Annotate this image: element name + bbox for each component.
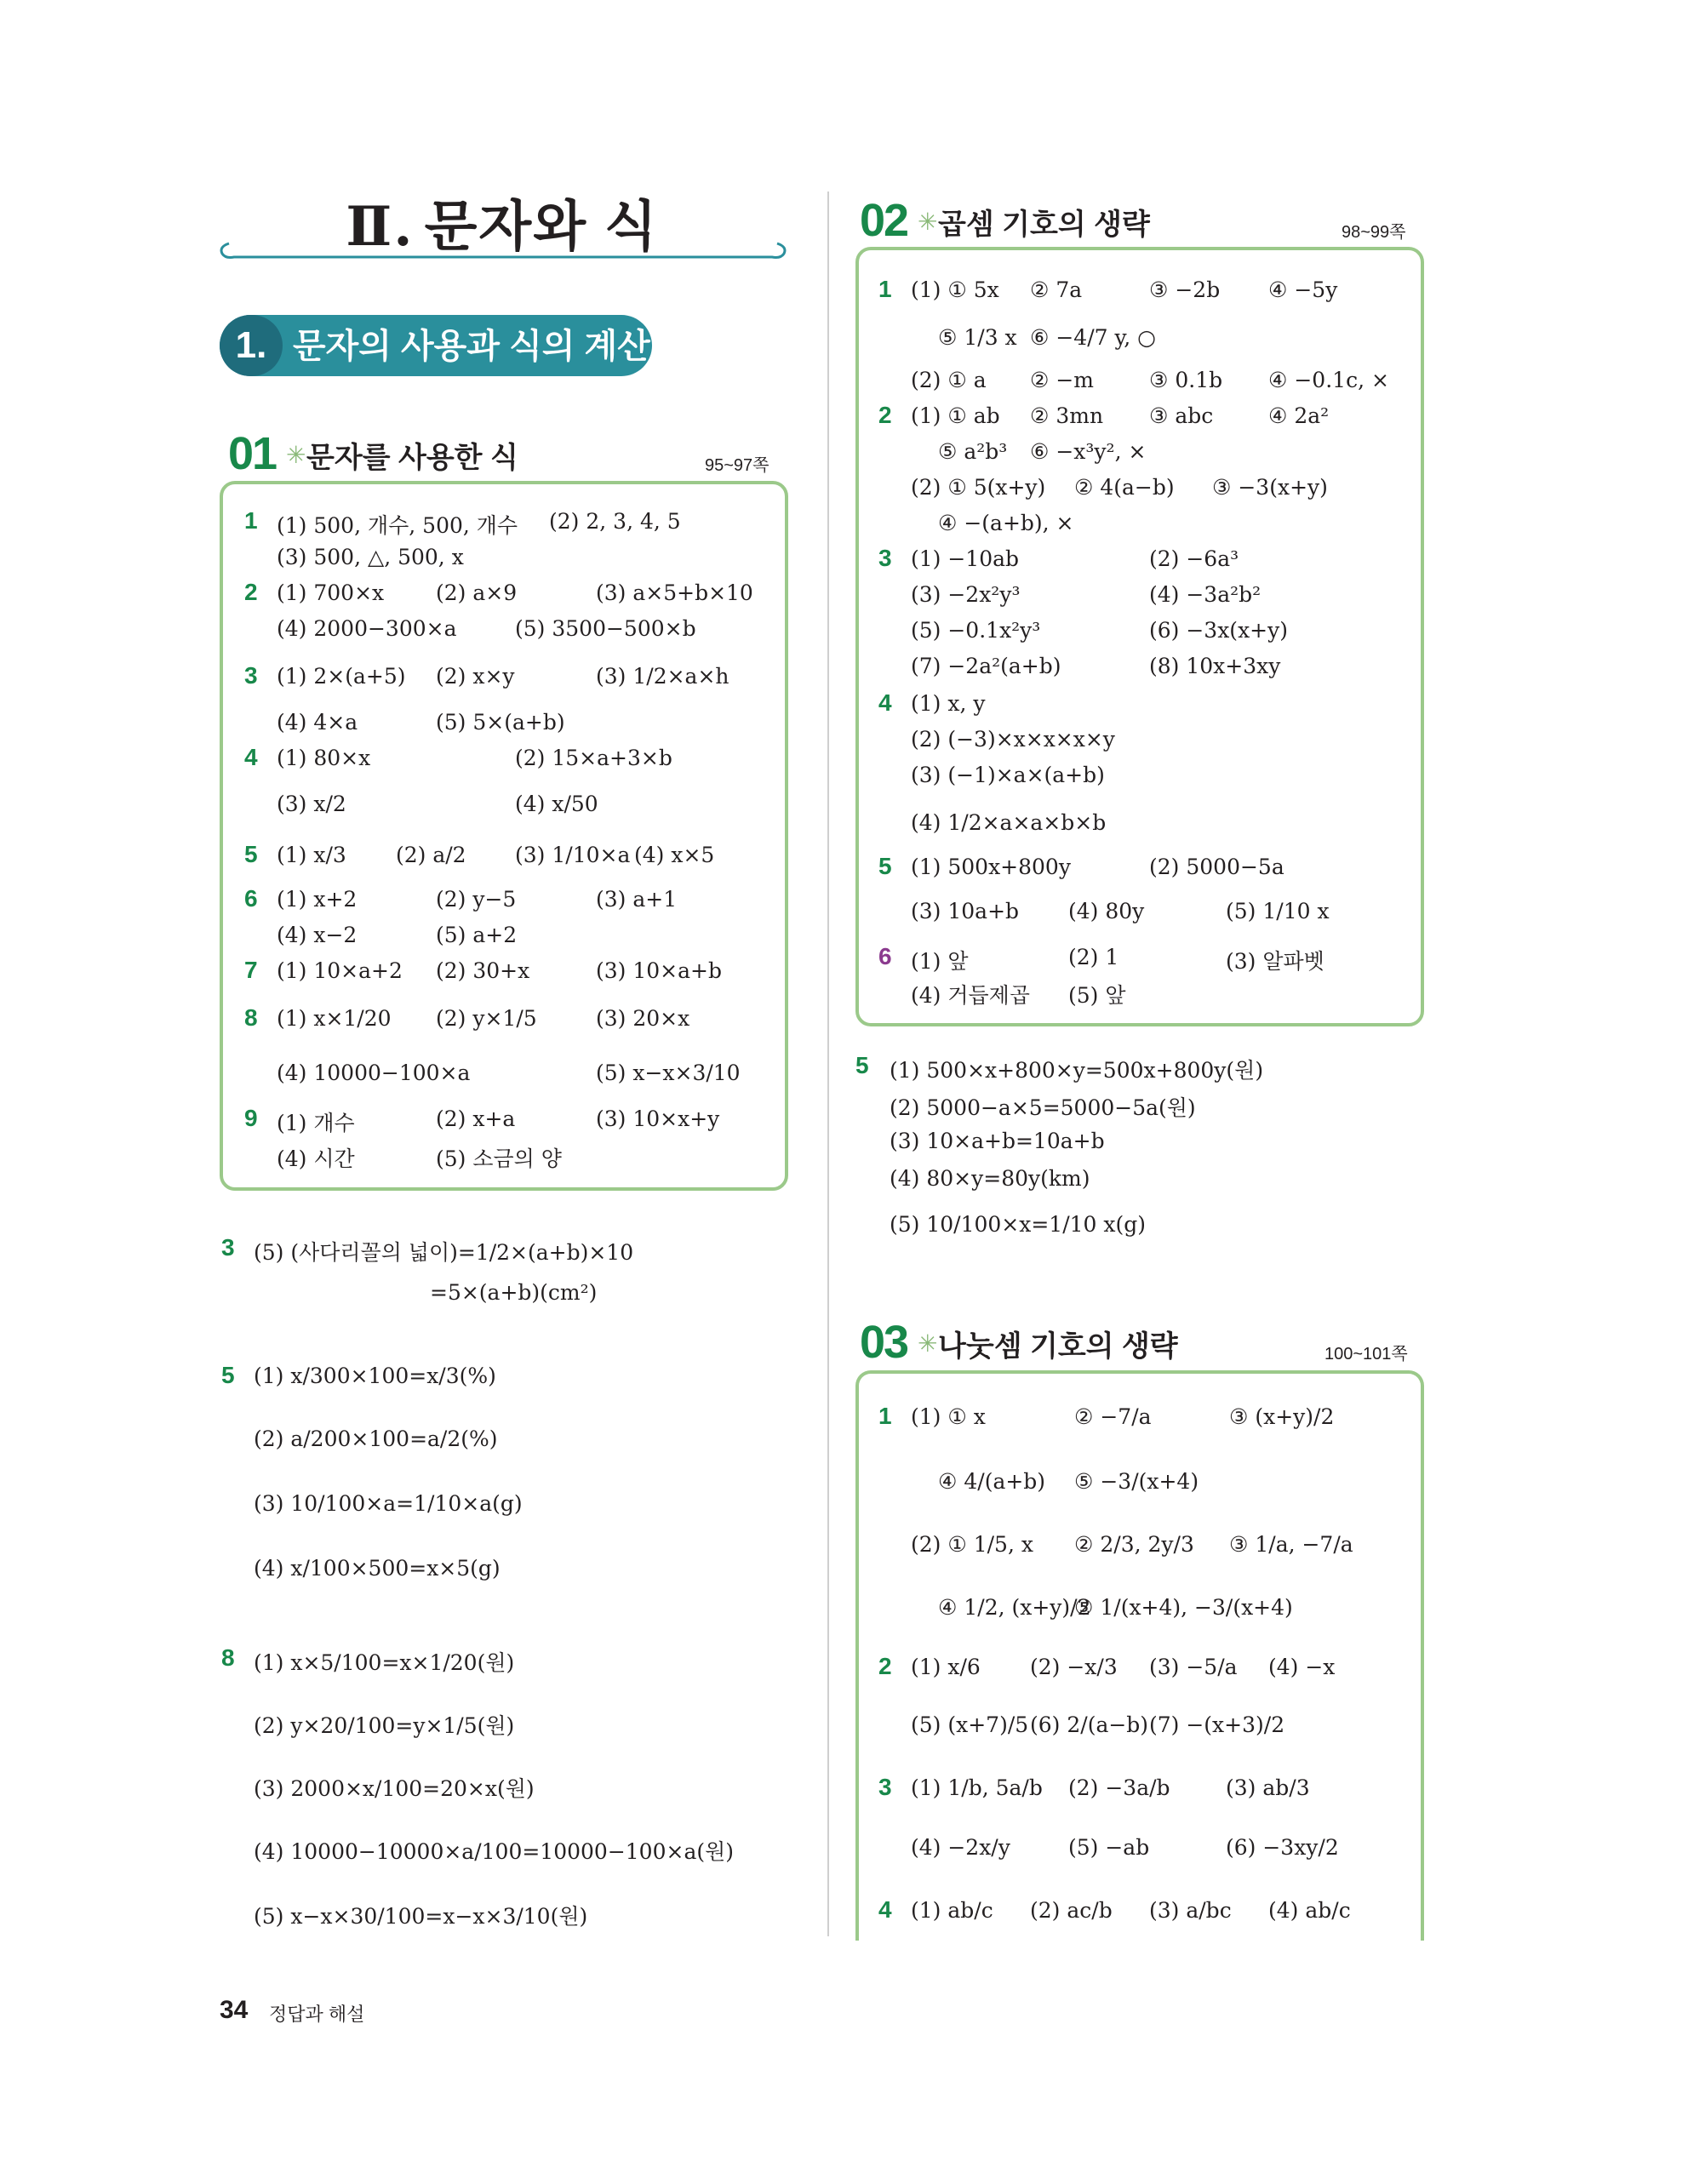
answer-item: ② 7a bbox=[1030, 277, 1083, 302]
question-number: 5 bbox=[221, 1362, 235, 1388]
answer-item: (6) −3xy/2 bbox=[1226, 1835, 1339, 1860]
page-number: 34 bbox=[220, 1996, 249, 2024]
answer-item: (1) 10×a+2 bbox=[277, 958, 403, 983]
question-number: 4 bbox=[244, 744, 258, 770]
answer-item: (2) x+a bbox=[436, 1106, 516, 1131]
answer-item: (1) 500, 개수, 500, 개수 bbox=[277, 513, 518, 538]
answer-item: (3) a+1 bbox=[596, 887, 678, 912]
answer-item: (5) x−x×3/10 bbox=[596, 1061, 741, 1085]
solution-line: (4) x/100×500=x×5(g) bbox=[254, 1556, 501, 1581]
answer-item: (4) −3a²b² bbox=[1149, 582, 1262, 607]
answer-item: (3) 1/10×a bbox=[515, 843, 631, 867]
answer-item: (2) (−3)×x×x×x×y bbox=[911, 727, 1115, 752]
unit03-pages: 100~101쪽 bbox=[1324, 1345, 1408, 1364]
solution-line: (4) 10000−10000×a/100=10000−100×a(원) bbox=[254, 1839, 735, 1864]
answer-item: (2) 1 bbox=[1068, 945, 1119, 969]
unit01-number: 01 bbox=[228, 428, 277, 479]
answer-item: ③ 0.1b bbox=[1149, 368, 1223, 392]
star-icon: ✳ bbox=[286, 441, 306, 469]
title-underline-ornament bbox=[217, 237, 789, 262]
answer-item: (7) −(x+3)/2 bbox=[1149, 1712, 1285, 1737]
solution-line: (3) 10/100×a=1/10×a(g) bbox=[254, 1491, 523, 1516]
answer-item: (1) 80×x bbox=[277, 746, 371, 770]
answer-item: (1) ① ab bbox=[911, 403, 1000, 428]
answer-item: (2) x×y bbox=[436, 664, 515, 689]
answer-item: ④ −5y bbox=[1268, 277, 1338, 302]
answer-item: (3) 알파벳 bbox=[1226, 949, 1324, 974]
answer-item: (5) 5×(a+b) bbox=[436, 710, 565, 735]
question-number: 6 bbox=[244, 885, 258, 912]
answer-item: (5) 1/10 x bbox=[1226, 899, 1330, 923]
answer-item: (5) 소금의 양 bbox=[436, 1146, 562, 1171]
answer-item: (5) 앞 bbox=[1068, 983, 1126, 1008]
answer-item: (1) x+2 bbox=[277, 887, 358, 912]
unit03-number: 03 bbox=[860, 1317, 908, 1368]
answer-item: (1) 700×x bbox=[277, 580, 385, 605]
answer-item: ② 2/3, 2y/3 bbox=[1074, 1532, 1194, 1557]
unit03-title: 나눗셈 기호의 생략 bbox=[938, 1330, 1178, 1363]
answer-item: (2) 30+x bbox=[436, 958, 530, 983]
answer-item: (6) −3x(x+y) bbox=[1149, 618, 1288, 643]
question-number: 3 bbox=[221, 1234, 235, 1261]
section-banner bbox=[220, 315, 652, 376]
answer-item: ② −m bbox=[1030, 368, 1095, 392]
answer-item: (1) x/3 bbox=[277, 843, 346, 867]
answer-item: (2) a/2 bbox=[396, 843, 466, 867]
question-number: 3 bbox=[878, 545, 892, 571]
answer-item: (4) 거듭제곱 bbox=[911, 983, 1030, 1008]
answer-item: ④ 1/2, (x+y)/2 bbox=[938, 1595, 1091, 1620]
answer-item: (1) 개수 bbox=[277, 1111, 355, 1135]
answer-item: ③ −2b bbox=[1149, 277, 1221, 302]
answer-item: (5) 3500−500×b bbox=[515, 616, 696, 641]
answer-item: (3) −5/a bbox=[1149, 1655, 1238, 1679]
section-number: 1. bbox=[220, 315, 283, 376]
answer-item: (2) −6a³ bbox=[1149, 546, 1239, 571]
question-number: 3 bbox=[244, 662, 258, 689]
answer-item: (1) ① x bbox=[911, 1404, 986, 1429]
answer-item: (1) 앞 bbox=[911, 949, 969, 974]
solution-line: (2) y×20/100=y×1/5(원) bbox=[254, 1713, 515, 1738]
question-number: 2 bbox=[878, 1653, 892, 1679]
answer-item: (2) −x/3 bbox=[1030, 1655, 1118, 1679]
question-number: 4 bbox=[878, 1896, 892, 1923]
answer-item: ③ abc bbox=[1149, 403, 1214, 428]
answer-item: (4) −2x/y bbox=[911, 1835, 1010, 1860]
answer-item: ③ −3(x+y) bbox=[1212, 475, 1328, 500]
answer-item: (2) 15×a+3×b bbox=[515, 746, 672, 770]
answer-item: ④ −0.1c, × bbox=[1268, 368, 1389, 392]
answer-item: ④ 2a² bbox=[1268, 403, 1330, 428]
footer-label: 정답과 해설 bbox=[269, 2004, 365, 2025]
answer-item: (1) 2×(a+5) bbox=[277, 664, 406, 689]
question-number: 9 bbox=[244, 1105, 258, 1131]
chapter-roman: Ⅱ. bbox=[346, 195, 415, 259]
answer-item: ③ (x+y)/2 bbox=[1229, 1404, 1335, 1429]
section-title: 문자의 사용과 식의 계산 bbox=[293, 328, 650, 365]
answer-item: (3) 10×a+b bbox=[596, 958, 722, 983]
solution-line: (2) a/200×100=a/2(%) bbox=[254, 1426, 498, 1451]
solution-line: (1) x×5/100=x×1/20(원) bbox=[254, 1650, 515, 1675]
answer-item: (1) −10ab bbox=[911, 546, 1020, 571]
answer-item: (2) y×1/5 bbox=[436, 1006, 537, 1031]
answer-item: ⑤ −3/(x+4) bbox=[1074, 1469, 1199, 1494]
answer-item: ④ −(a+b), × bbox=[938, 511, 1074, 535]
column-divider bbox=[827, 192, 829, 1936]
answer-item: (3) 1/2×a×h bbox=[596, 664, 729, 689]
question-number: 3 bbox=[878, 1774, 892, 1800]
unit01-title: 문자를 사용한 식 bbox=[306, 442, 518, 474]
answer-item: (2) a×9 bbox=[436, 580, 518, 605]
solution-line: (4) 80×y=80y(km) bbox=[890, 1166, 1090, 1191]
answer-item: (1) x×1/20 bbox=[277, 1006, 392, 1031]
answer-item: ④ 4/(a+b) bbox=[938, 1469, 1046, 1494]
answer-item: (3) (−1)×a×(a+b) bbox=[911, 763, 1105, 787]
answer-item: (4) x×5 bbox=[634, 843, 715, 867]
solution-line: (5) x−x×30/100=x−x×3/10(원) bbox=[254, 1904, 588, 1929]
answer-item: (3) 20×x bbox=[596, 1006, 690, 1031]
unit01-pages: 95~97쪽 bbox=[705, 456, 769, 475]
answer-item: ② −7/a bbox=[1074, 1404, 1152, 1429]
solution-line: =5×(a+b)(cm²) bbox=[430, 1280, 598, 1305]
solution-line: (3) 2000×x/100=20×x(원) bbox=[254, 1776, 535, 1801]
answer-item: ⑥ −4/7 y, ○ bbox=[1030, 325, 1156, 350]
answer-item: (4) −x bbox=[1268, 1655, 1336, 1679]
answer-item: (3) 500, △, 500, x bbox=[277, 545, 464, 569]
question-number: 6 bbox=[878, 943, 892, 969]
answer-item: (4) 10000−100×a bbox=[277, 1061, 471, 1085]
unit02-number: 02 bbox=[860, 195, 908, 246]
solution-line: (1) 500×x+800×y=500x+800y(원) bbox=[890, 1058, 1264, 1083]
question-number: 1 bbox=[244, 507, 258, 534]
answer-item: (3) a×5+b×10 bbox=[596, 580, 753, 605]
answer-item: ⑤ 1/3 x bbox=[938, 325, 1017, 350]
answer-item: (3) 10a+b bbox=[911, 899, 1020, 923]
answer-item: (5) (x+7)/5 bbox=[911, 1712, 1029, 1737]
answer-item: (5) −0.1x²y³ bbox=[911, 618, 1041, 643]
answer-item: (2) ① 1/5, x bbox=[911, 1532, 1033, 1557]
answer-item: (1) x, y bbox=[911, 691, 986, 716]
solution-line: (5) (사다리꼴의 넓이)=1/2×(a+b)×10 bbox=[254, 1240, 634, 1265]
question-number: 7 bbox=[244, 957, 258, 983]
answer-item: ③ 1/a, −7/a bbox=[1229, 1532, 1353, 1557]
question-number: 8 bbox=[221, 1644, 235, 1671]
question-number: 5 bbox=[244, 841, 258, 867]
answer-item: (1) ab/c bbox=[911, 1898, 993, 1923]
solution-line: (5) 10/100×x=1/10 x(g) bbox=[890, 1212, 1147, 1237]
question-number: 8 bbox=[244, 1004, 258, 1031]
question-number: 5 bbox=[855, 1052, 869, 1078]
answer-item: ⑥ −x³y², × bbox=[1030, 439, 1147, 464]
answer-item: (5) −ab bbox=[1068, 1835, 1150, 1860]
answer-item: (8) 10x+3xy bbox=[1149, 654, 1281, 678]
answer-item: (1) 500x+800y bbox=[911, 855, 1071, 879]
answer-item: (2) ac/b bbox=[1030, 1898, 1113, 1923]
answer-item: (1) 1/b, 5a/b bbox=[911, 1775, 1043, 1800]
question-number: 2 bbox=[878, 402, 892, 428]
answer-item: (2) y−5 bbox=[436, 887, 517, 912]
answer-item: (4) x/50 bbox=[515, 792, 598, 816]
answer-item: ⑤ 1/(x+4), −3/(x+4) bbox=[1074, 1595, 1293, 1620]
answer-item: (1) x/6 bbox=[911, 1655, 981, 1679]
answer-item: (4) 4×a bbox=[277, 710, 358, 735]
answer-item: (1) ① 5x bbox=[911, 277, 999, 302]
answer-item: (3) ab/3 bbox=[1226, 1775, 1310, 1800]
unit02-pages: 98~99쪽 bbox=[1342, 223, 1406, 242]
star-icon: ✳ bbox=[918, 208, 938, 236]
answer-item: (3) 10×x+y bbox=[596, 1106, 720, 1131]
answer-item: (4) ab/c bbox=[1268, 1898, 1351, 1923]
answer-item: (4) 1/2×a×a×b×b bbox=[911, 810, 1107, 835]
solution-line: (2) 5000−a×5=5000−5a(원) bbox=[890, 1095, 1196, 1120]
answer-item: (2) ① a bbox=[911, 368, 987, 392]
question-number: 2 bbox=[244, 579, 258, 605]
answer-item: (3) −2x²y³ bbox=[911, 582, 1021, 607]
unit02-title: 곱셈 기호의 생략 bbox=[938, 209, 1150, 241]
answer-item: (4) 80y bbox=[1068, 899, 1145, 923]
answer-item: (6) 2/(a−b) bbox=[1030, 1712, 1149, 1737]
answer-item: (2) 5000−5a bbox=[1149, 855, 1284, 879]
question-number: 5 bbox=[878, 853, 892, 879]
answer-item: (4) 시간 bbox=[277, 1146, 355, 1171]
question-number: 4 bbox=[878, 689, 892, 716]
answer-item: (2) −3a/b bbox=[1068, 1775, 1170, 1800]
answer-item: (4) x−2 bbox=[277, 923, 358, 947]
answer-item: ② 4(a−b) bbox=[1074, 475, 1175, 500]
answer-item: (2) 2, 3, 4, 5 bbox=[549, 509, 681, 534]
answer-item: (7) −2a²(a+b) bbox=[911, 654, 1061, 678]
answer-item: ⑤ a²b³ bbox=[938, 439, 1008, 464]
answer-item: (3) a/bc bbox=[1149, 1898, 1232, 1923]
question-number: 1 bbox=[878, 276, 892, 302]
answer-item: (5) a+2 bbox=[436, 923, 518, 947]
star-icon: ✳ bbox=[918, 1329, 938, 1358]
answer-item: (4) 2000−300×a bbox=[277, 616, 457, 641]
chapter-text: 문자와 식 bbox=[424, 196, 659, 257]
solution-line: (3) 10×a+b=10a+b bbox=[890, 1129, 1105, 1153]
question-number: 1 bbox=[878, 1403, 892, 1429]
answer-item: (3) x/2 bbox=[277, 792, 346, 816]
solution-line: (1) x/300×100=x/3(%) bbox=[254, 1364, 496, 1388]
answer-item: (2) ① 5(x+y) bbox=[911, 475, 1046, 500]
answer-item: ② 3mn bbox=[1030, 403, 1104, 428]
